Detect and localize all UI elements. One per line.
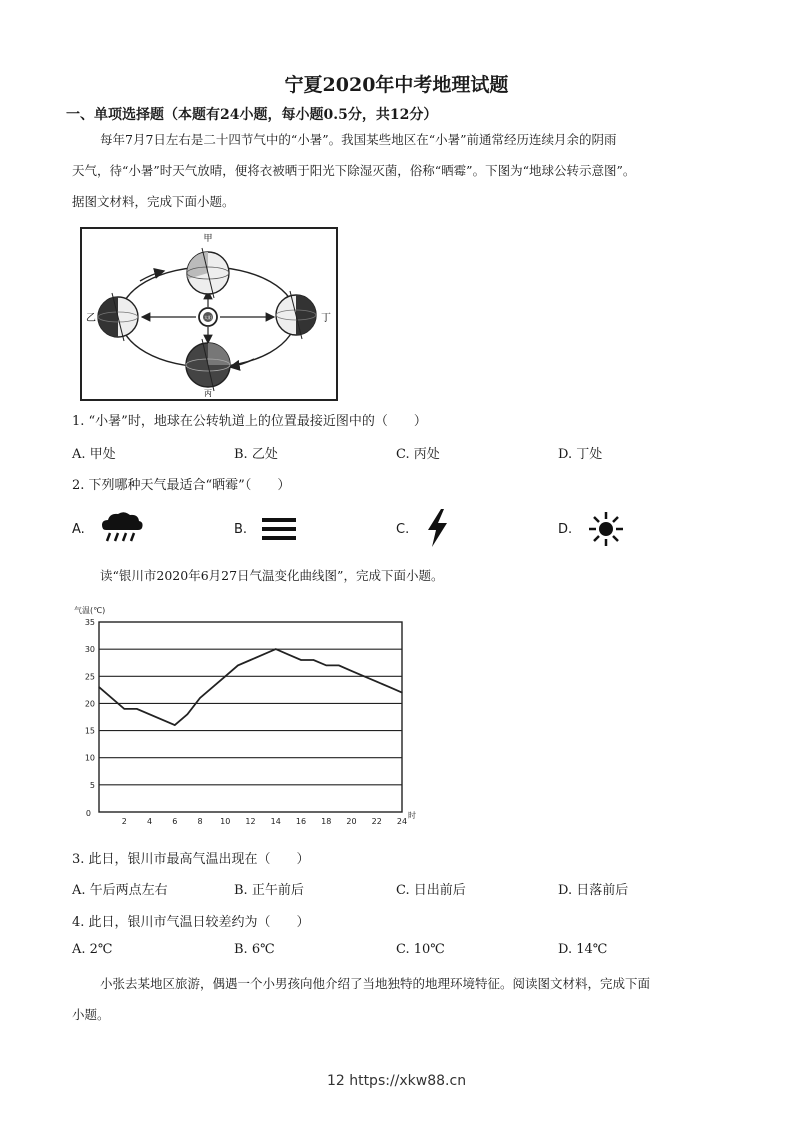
data-point (338, 665, 339, 666)
y-tick-label: 15 (84, 726, 95, 736)
q3-option-b[interactable]: B. 正午前后 (234, 883, 304, 898)
data-point (401, 692, 402, 693)
data-point (288, 654, 289, 655)
y-axis-label: 气温(℃) (74, 606, 106, 615)
earth-position-yi (98, 293, 138, 341)
x-tick-label: 2 (121, 817, 127, 826)
x-tick-label: 24 (396, 817, 408, 826)
x-origin-label: 0 (85, 809, 91, 818)
chart-intro: 读“银川市2020年6月27日气温变化曲线图”，完成下面小题。 (100, 568, 444, 583)
data-point (263, 654, 264, 655)
q3-option-a[interactable]: A. 午后两点左右 (72, 883, 168, 898)
intro-line-2: 天气，待“小暑”时天气放晴，便将衣被晒于阳光下除湿灭菌，俗称“晒霉”。下图为“地球公转示意图”。 (72, 163, 636, 178)
y-tick-label: 10 (84, 753, 95, 763)
y-tick-label: 25 (84, 672, 95, 682)
q4-option-d[interactable]: D. 14℃ (558, 942, 608, 957)
q3-option-c[interactable]: C. 日出前后 (396, 883, 466, 898)
x-tick-label: 16 (295, 817, 307, 826)
x-tick-label: 22 (371, 817, 382, 826)
x-tick-label: 8 (197, 817, 203, 826)
section-heading: 一、单项选择题（本题有24小题，每小题0.5分，共12分） (66, 107, 438, 123)
q4-option-b[interactable]: B. 6℃ (234, 942, 275, 957)
x-tick-label: 10 (220, 817, 231, 826)
fog-icon[interactable] (262, 516, 298, 548)
earth-position-jia (187, 248, 229, 298)
data-point (275, 649, 276, 650)
intro-line-1: 每年7月7日左右是二十四节气中的“小暑”。我国某些地区在“小暑”前通常经历连续月余的阴雨 (100, 132, 617, 147)
x-tick-label: 6 (172, 817, 178, 826)
data-point (326, 665, 327, 666)
data-point (351, 670, 352, 671)
data-point (389, 687, 390, 688)
y-tick-label: 5 (89, 780, 95, 790)
passage-2-line-2: 小题。 (72, 1007, 110, 1022)
x-tick-label: 14 (270, 817, 281, 826)
earth-position-ding (276, 291, 316, 339)
label-sun: 太阳 (204, 315, 212, 320)
label-ding: 丁 (321, 313, 331, 324)
data-point (199, 697, 200, 698)
page-footer: 12 https://xkw88.cn (326, 1073, 467, 1089)
y-tick-label: 35 (84, 618, 95, 627)
q1-option-d[interactable]: D. 丁处 (558, 447, 603, 462)
earth-position-bing (186, 339, 230, 391)
q1-option-b[interactable]: B. 乙处 (234, 447, 278, 462)
lightning-icon[interactable] (424, 509, 450, 551)
data-point (124, 708, 125, 709)
q2-option-c-letter[interactable]: C. (396, 522, 410, 537)
label-bing: 丙 (204, 389, 212, 398)
data-point (250, 659, 251, 660)
data-point (98, 687, 99, 688)
x-axis-label: 时 (408, 811, 416, 820)
data-point (136, 708, 137, 709)
q2-option-a-letter[interactable]: A. (72, 522, 85, 537)
passage-2-line-1: 小张去某地区旅游，偶遇一个小男孩向他介绍了当地独特的地理环境特征。阅读图文材料，完成下面 (100, 976, 651, 991)
temperature-chart (72, 602, 432, 828)
question-1: 1. “小暑”时，地球在公转轨道上的位置最接近图中的（ ） (72, 414, 427, 429)
data-point (313, 659, 314, 660)
label-yi: 乙 (86, 313, 96, 324)
x-tick-label: 20 (346, 817, 357, 826)
q3-option-d[interactable]: D. 日落前后 (558, 883, 629, 898)
sun-icon[interactable] (586, 509, 626, 553)
q2-option-b-letter[interactable]: B. (234, 522, 248, 537)
q4-option-c[interactable]: C. 10℃ (396, 942, 445, 957)
q1-option-c[interactable]: C. 丙处 (396, 447, 440, 462)
earth-orbit-diagram (80, 227, 338, 401)
question-2: 2. 下列哪种天气最适合“晒霉”（ ） (72, 478, 291, 493)
intro-line-3: 据图文材料，完成下面小题。 (72, 194, 235, 209)
data-point (225, 676, 226, 677)
label-jia: 甲 (203, 234, 213, 244)
data-point (174, 725, 175, 726)
x-tick-label: 18 (321, 817, 332, 826)
x-tick-label: 4 (146, 817, 153, 826)
x-tick-label: 12 (245, 817, 256, 826)
data-point (376, 681, 377, 682)
data-point (237, 665, 238, 666)
question-4: 4. 此日，银川市气温日较差约为（ ） (72, 915, 310, 930)
question-3: 3. 此日，银川市最高气温出现在（ ） (72, 852, 310, 867)
q2-option-d-letter[interactable]: D. (558, 522, 573, 537)
page-title: 宁夏2020年中考地理试题 (284, 74, 509, 96)
chart-frame (99, 622, 402, 812)
y-tick-label: 30 (84, 645, 95, 655)
data-point (364, 676, 365, 677)
data-point (300, 659, 301, 660)
q4-option-a[interactable]: A. 2℃ (72, 942, 113, 957)
rain-icon[interactable] (100, 510, 144, 548)
data-point (187, 714, 188, 715)
y-tick-label: 20 (84, 699, 95, 709)
q1-option-a[interactable]: A. 甲处 (72, 447, 116, 462)
